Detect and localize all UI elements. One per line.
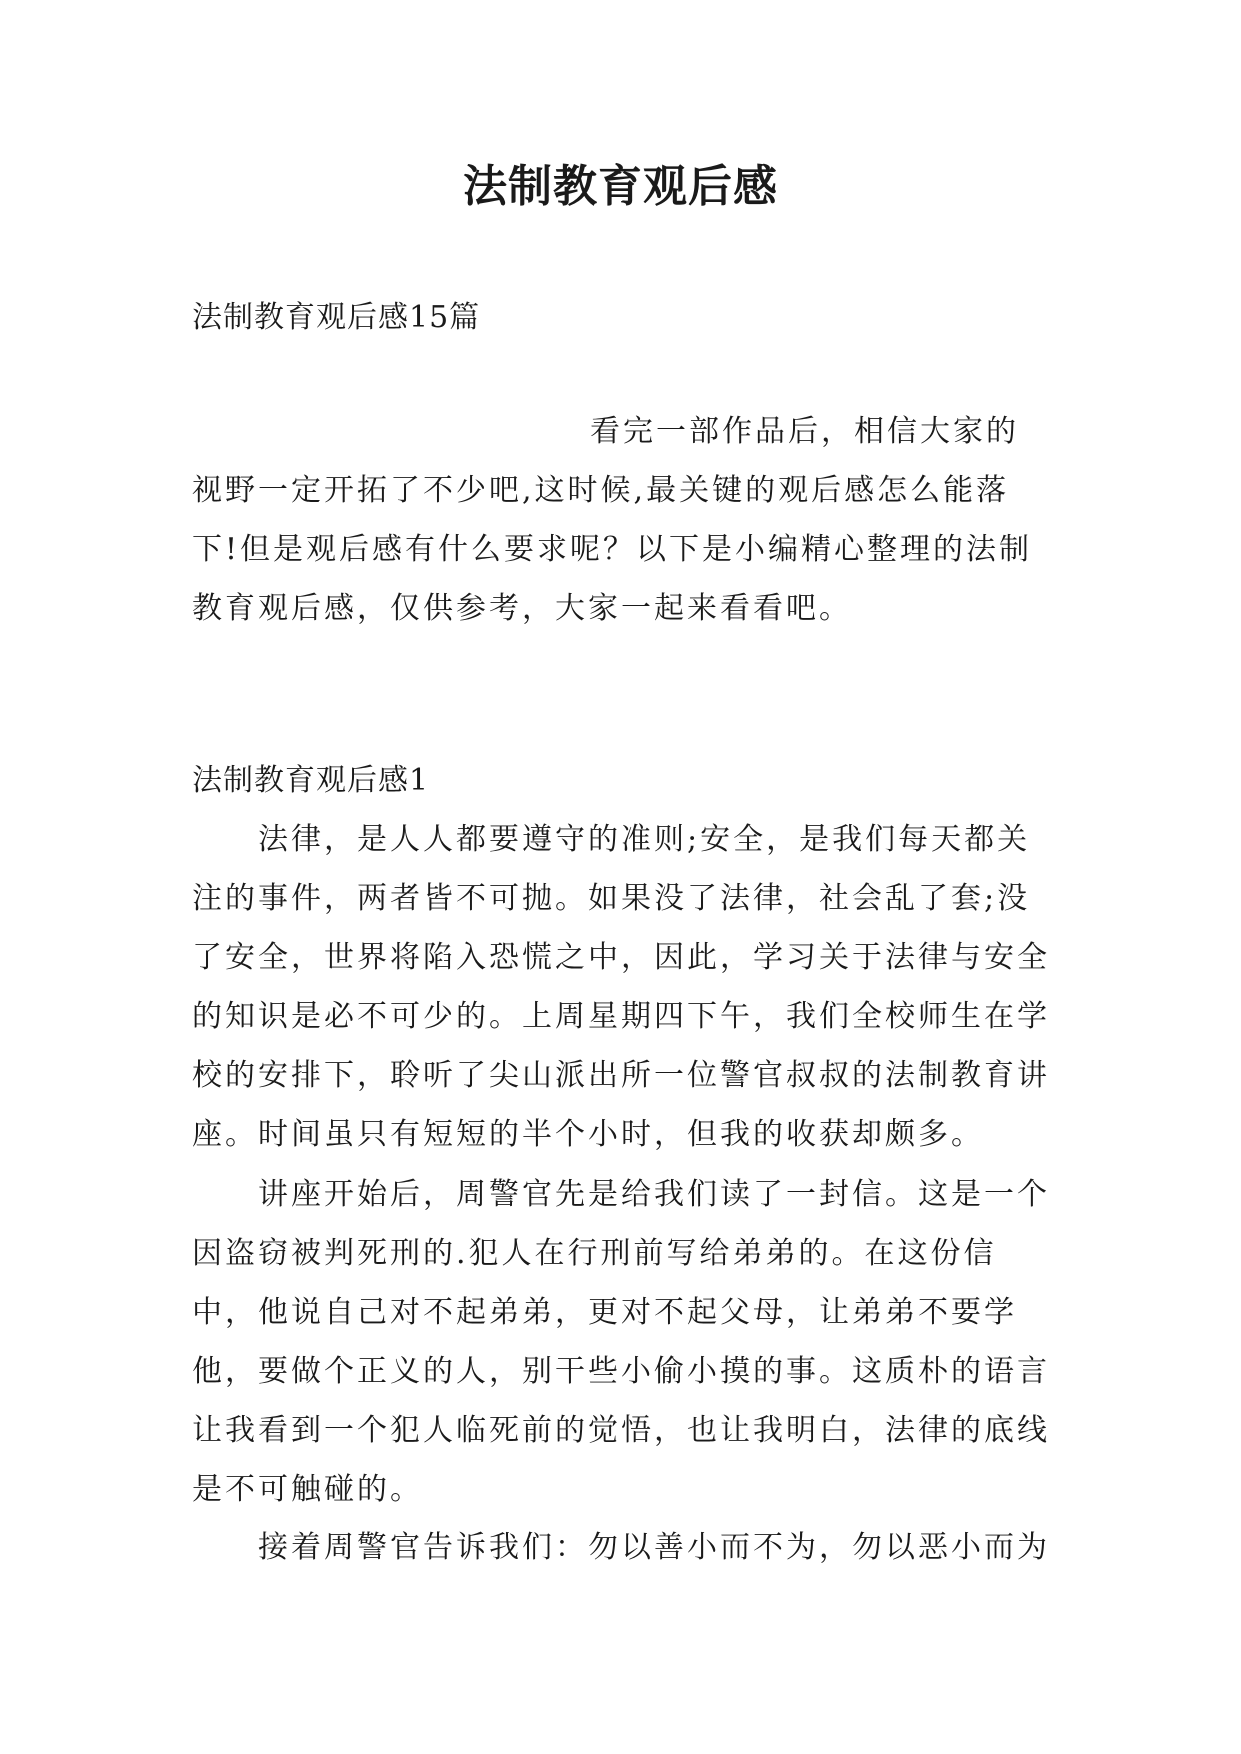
document-title: 法制教育观后感 xyxy=(463,161,778,212)
body-paragraph-2: 讲座开始后，周警官先是给我们读了一封信。这是一个因盗窃被判死刑的.犯人在行刑前写给弟弟的。在这份信中，他说自己对不起弟弟，更对不起父母，让弟弟不要学他，要做个正义的人，别干些小偷小摸的事。这质朴的语言让我看到一个犯人临死前的觉悟，也让我明白，法律的底线是不可触碰的。 xyxy=(192,1177,1050,1507)
body-paragraph-1: 法律，是人人都要遵守的准则;安全，是我们每天都关注的事件，两者皆不可抛。如果没了法律，社会乱了套;没了安全，世界将陷入恐慌之中，因此，学习关于法律与安全的知识是必不可少的。上周星期四下午，我们全校师生在学校的安排下，聆听了尖山派出所一位警官叔叔的法制教育讲座。时间虽只有短短的半个小时，但我的收获却颇多。 xyxy=(192,822,1050,1152)
body-paragraph-3: 接着周警官告诉我们：勿以善小而不为，勿以恶小而为 xyxy=(258,1530,1050,1565)
document-subtitle: 法制教育观后感15篇 xyxy=(192,300,481,335)
intro-paragraph: 看完一部作品后，相信大家的视野一定开拓了不少吧,这时候,最关键的观后感怎么能落下!但是观后感有什么要求呢？以下是小编精心整理的法制教育观后感，仅供参考，大家一起来看看吧。 xyxy=(192,414,1033,626)
section-heading: 法制教育观后感1 xyxy=(192,763,430,798)
